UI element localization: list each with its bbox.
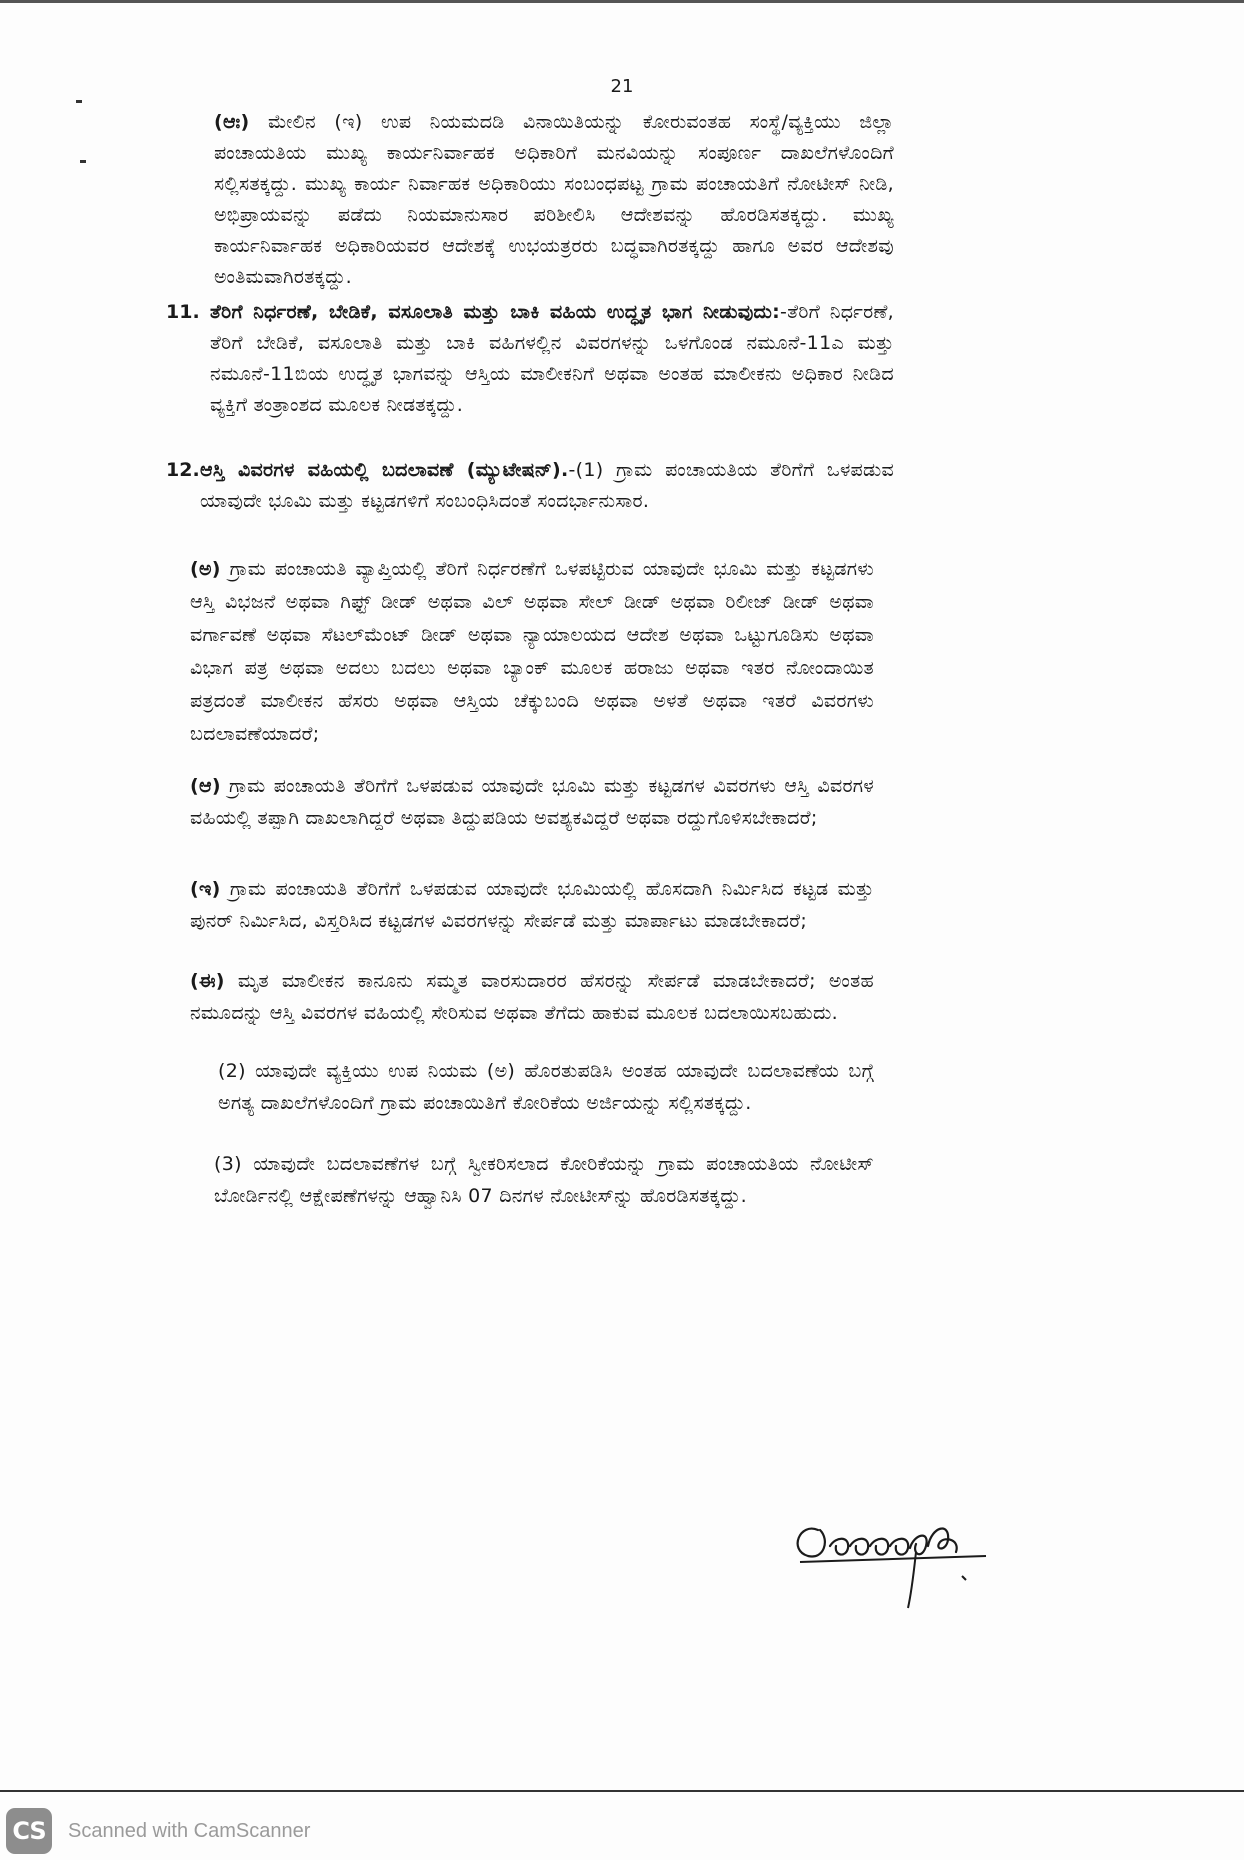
clause-a: [190, 553, 874, 751]
top-border: [0, 0, 1244, 3]
clause-a-text: ಗ್ರಾಮ ಪಂಚಾಯತಿ ವ್ಯಾಪ್ತಿಯಲ್ಲಿ ತೆರಿಗೆ ನಿರ್ಧರಣೆಗೆ ಒಳಪಟ್ಟಿರುವ ಯಾವುದೇ ಭೂಮಿ ಮತ್ತು ಕಟ್ಟಡಗಳು ಆಸ್ತಿ ವಿಭಜನೆ ಅಥವಾ ಗಿಫ್ಟ್ ಡೀಡ್ ಅಥವಾ ವಿಲ್ ಅಥವಾ ಸೇಲ್ ಡೀಡ್ ಅಥವಾ ರಿಲೀಜ್ ಡೀಡ್ ಅಥವಾ ವರ್ಗಾವಣೆ ಅಥವಾ ಸೆಟಲ್‌ಮೆಂಟ್ ಡೀಡ್ ಅಥವಾ ನ್ಯಾಯಾಲಯದ ಆದೇಶ ಅಥವಾ ಒಟ್ಟುಗೂಡಿಸು ಅಥವಾ ವಿಭಾಗ ಪತ್ರ ಅಥವಾ ಅದಲು ಬದಲು ಅಥವಾ ಬ್ಯಾಂಕ್ ಮೂಲಕ ಹರಾಜು ಅಥವಾ ಇತರ ನೋಂದಾಯಿತ ಪತ್ರದಂತೆ ಮಾಲೀಕನ ಹೆಸರು ಅಥವಾ ಆಸ್ತಿಯ ಚೆಕ್ಕುಬಂದಿ ಅಥವಾ ಅಳತೆ ಅಥವಾ ಇತರೆ ವಿವರಗಳು ಬದಲಾವಣೆಯಾದರೆ;: [190, 558, 874, 745]
section-11-text: -ತೆರಿಗೆ ನಿರ್ಧರಣೆ, ತೆರಿಗೆ ಬೇಡಿಕೆ, ವಸೂಲಾತಿ ಮತ್ತು ಬಾಕಿ ವಹಿಗಳಲ್ಲಿನ ವಿವರಗಳನ್ನು ಒಳಗೊಂಡ ನಮೂನೆ-11ಎ ಮತ್ತು ನಮೂನೆ-11ಬಿಯ ಉದ್ಧೃತ ಭಾಗವನ್ನು ಆಸ್ತಿಯ ಮಾಲೀಕನಿಗೆ ಅಥವಾ ಅಂತಹ ಮಾಲೀಕನು ಅಧಿಕಾರ ನೀಡಿದ ವ್ಯಕ್ತಿಗೆ ತಂತ್ರಾಂಶದ ಮೂಲಕ ನೀಡತಕ್ಕದ್ದು.: [210, 301, 894, 416]
paragraph-aa-text: ಮೇಲಿನ (ಇ) ಉಪ ನಿಯಮದಡಿ ವಿನಾಯಿತಿಯನ್ನು ಕೋರುವಂತಹ ಸಂಸ್ಥೆ/ವ್ಯಕ್ತಿಯು ಜಿಲ್ಲಾ ಪಂಚಾಯತಿಯ ಮುಖ್ಯ ಕಾರ್ಯನಿರ್ವಾಹಕ ಅಧಿಕಾರಿಗೆ ಮನವಿಯನ್ನು ಸಂಪೂರ್ಣ ದಾಖಲೆಗಳೊಂದಿಗೆ ಸಲ್ಲಿಸತಕ್ಕದ್ದು. ಮುಖ್ಯ ಕಾರ್ಯ ನಿರ್ವಾಹಕ ಅಧಿಕಾರಿಯು ಸಂಬಂಧಪಟ್ಟ ಗ್ರಾಮ ಪಂಚಾಯತಿಗೆ ನೋಟೀಸ್ ನೀಡಿ, ಅಭಿಪ್ರಾಯವನ್ನು ಪಡೆದು ನಿಯಮಾನುಸಾರ ಪರಿಶೀಲಿಸಿ ಆದೇಶವನ್ನು ಹೊರಡಿಸತಕ್ಕದ್ದು. ಮುಖ್ಯ ಕಾರ್ಯನಿರ್ವಾಹಕ ಅಧಿಕಾರಿಯವರ ಆದೇಶಕ್ಕೆ ಉಭಯತ್ರರರು ಬದ್ಧವಾಗಿರತಕ್ಕದ್ದು ಹಾಗೂ ಅವರ ಆದೇಶವು ಅಂತಿಮವಾಗಿರತಕ್ಕದ್ದು.: [214, 111, 894, 288]
clause-a-label: (ಅ): [190, 558, 221, 580]
section-12-heading: ಆಸ್ತಿ ವಿವರಗಳ ವಹಿಯಲ್ಲಿ ಬದಲಾವಣೆ (ಮ್ಯುಟೇಷನ್).: [200, 459, 569, 481]
bottom-border: [0, 1790, 1244, 1792]
clause-aa-label: (ಆ): [190, 775, 221, 797]
section-11-number: 11.: [166, 301, 200, 323]
clause-ii-text: ಮೃತ ಮಾಲೀಕನ ಕಾನೂನು ಸಮ್ಮತ ವಾರಸುದಾರರ ಹೆಸರನ್ನು ಸೇರ್ಪಡೆ ಮಾಡಬೇಕಾದರೆ; ಅಂತಹ ನಮೂದನ್ನು ಆಸ್ತಿ ವಿವರಗಳ ವಹಿಯಲ್ಲಿ ಸೇರಿಸುವ ಅಥವಾ ತೆಗೆದು ಹಾಕುವ ಮೂಲಕ ಬದಲಾಯಿಸಬಹುದು.: [190, 970, 874, 1024]
paragraph-aa: [214, 107, 894, 293]
section-11-heading: ತೆರಿಗೆ ನಿರ್ಧರಣೆ, ಬೇಡಿಕೆ, ವಸೂಲಾತಿ ಮತ್ತು ಬಾಕಿ ವಹಿಯ ಉದ್ಧೃತ ಭಾಗ ನೀಡುವುದು:: [210, 301, 781, 323]
section-12: [200, 455, 894, 517]
clause-i-text: ಗ್ರಾಮ ಪಂಚಾಯತಿ ತೆರಿಗೆಗೆ ಒಳಪಡುವ ಯಾವುದೇ ಭೂಮಿಯಲ್ಲಿ ಹೊಸದಾಗಿ ನಿರ್ಮಿಸಿದ ಕಟ್ಟಡ ಮತ್ತು ಪುನರ್ ನಿರ್ಮಿಸಿದ, ವಿಸ್ತರಿಸಿದ ಕಟ್ಟಡಗಳ ವಿವರಗಳನ್ನು ಸೇರ್ಪಡೆ ಮತ್ತು ಮಾರ್ಪಾಟು ಮಾಡಬೇಕಾದರೆ;: [190, 878, 874, 932]
signature: [790, 1500, 1050, 1610]
sub-rule-3: (3) ಯಾವುದೇ ಬದಲಾವಣೆಗಳ ಬಗ್ಗೆ ಸ್ವೀಕರಿಸಲಾದ ಕೋರಿಕೆಯನ್ನು ಗ್ರಾಮ ಪಂಚಾಯತಿಯ ನೋಟೀಸ್ ಬೋರ್ಡಿನಲ್ಲಿ ಆಕ್ಷೇಪಣೆಗಳನ್ನು ಆಹ್ವಾನಿಸಿ 07 ದಿನಗಳ ನೋಟೀಸ್‌ನ್ನು ಹೊರಡಿಸತಕ್ಕದ್ದು.: [214, 1153, 874, 1207]
clause-ii: [190, 965, 874, 1029]
clause-i: [190, 873, 874, 937]
margin-mark: [80, 160, 86, 163]
page-number: 21: [610, 76, 634, 97]
clause-aa: [190, 770, 874, 834]
section-12-number: 12.: [166, 459, 200, 481]
paragraph-aa-label: (ಆಃ): [214, 111, 250, 133]
clause-aa-text: ಗ್ರಾಮ ಪಂಚಾಯತಿ ತೆರಿಗೆಗೆ ಒಳಪಡುವ ಯಾವುದೇ ಭೂಮಿ ಮತ್ತು ಕಟ್ಟಡಗಳ ವಿವರಗಳು ಆಸ್ತಿ ವಿವರಗಳ ವಹಿಯಲ್ಲಿ ತಪ್ಪಾಗಿ ದಾಖಲಾಗಿದ್ದರೆ ಅಥವಾ ತಿದ್ದುಪಡಿಯ ಅವಶ್ಯಕವಿದ್ದರೆ ಅಥವಾ ರದ್ದುಗೊಳಿಸಬೇಕಾದರೆ;: [190, 775, 874, 829]
section-11: [210, 297, 894, 421]
sub-rule-2: (2) ಯಾವುದೇ ವ್ಯಕ್ತಿಯು ಉಪ ನಿಯಮ (ಅ) ಹೊರತುಪಡಿಸಿ ಅಂತಹ ಯಾವುದೇ ಬದಲಾವಣೆಯ ಬಗ್ಗೆ ಅಗತ್ಯ ದಾಖಲೆಗಳೊಂದಿಗೆ ಗ್ರಾಮ ಪಂಚಾಯಿತಿಗೆ ಕೋರಿಕೆಯ ಅರ್ಜಿಯನ್ನು ಸಲ್ಲಿಸತಕ್ಕದ್ದು.: [218, 1060, 874, 1114]
clause-i-label: (ಇ): [190, 878, 221, 900]
camscanner-text: Scanned with CamScanner: [68, 1819, 311, 1842]
clause-ii-label: (ಈ): [190, 970, 225, 992]
section-12-text: -(1) ಗ್ರಾಮ ಪಂಚಾಯತಿಯ ತೆರಿಗೆಗೆ ಒಳಪಡುವ ಯಾವುದೇ ಭೂಮಿ ಮತ್ತು ಕಟ್ಟಡಗಳಿಗೆ ಸಂಬಂಧಿಸಿದಂತೆ ಸಂದರ್ಭಾನುಸಾರ.: [200, 459, 894, 512]
margin-mark: [76, 100, 82, 103]
camscanner-logo-icon: CS: [6, 1808, 52, 1854]
camscanner-watermark: [6, 1806, 310, 1856]
